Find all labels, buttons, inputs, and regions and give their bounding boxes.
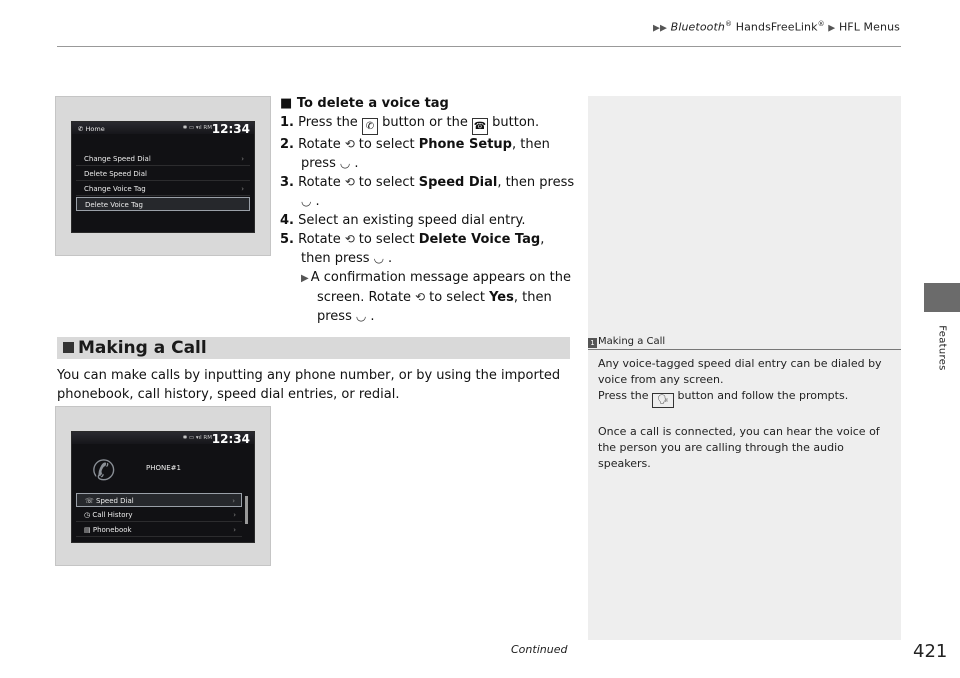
scrollbar[interactable] [245,496,248,524]
phonebook-icon: ▤ [84,526,91,534]
chevron-right-icon: › [233,511,236,519]
interface-dial-rotate-icon: ⟲ [344,137,355,151]
menu-item-delete-speed-dial[interactable]: Delete Speed Dial [76,167,250,181]
step-4: 4. Select an existing speed dial entry. [280,213,526,228]
interface-dial-press-icon: ◡ [373,251,385,265]
interface-dial-rotate-icon: ⟲ [415,290,426,304]
header-divider [57,46,901,47]
clock: 12:34 [211,432,250,446]
interface-dial-press-icon: ◡ [355,309,367,323]
breadcrumb-reg-mark: ® [724,20,733,28]
note-title: 1 Making a Call [588,336,665,348]
step-1: 1. Press the ✆ button or the ☎ button. [280,113,580,135]
chevron-right-icon: › [233,526,236,534]
making-a-call-paragraph: You can make calls by inputting any phone number, or by using the imported phonebook, call history, speed dial entries, or redial. [57,368,561,402]
chevron-right-icon: › [241,155,244,163]
note-divider [588,349,901,350]
status-icons: ✱ ▭ ▾ıl RM [182,435,212,441]
subsection-heading: ■ To delete a voice tag [280,96,449,111]
menu-item-call-history[interactable]: ◷ Call History › [76,508,242,522]
continued-label: Continued [511,643,568,656]
section-heading-making-a-call: Making a Call [57,337,570,359]
breadcrumb [653,20,900,34]
note-marker-icon: 1 [588,338,597,348]
menu-item-change-speed-dial[interactable]: Change Speed Dial › [76,152,250,166]
speed-dial-icon: ☏ [85,497,94,505]
phone-handset-icon: ✆ [92,454,116,487]
note-p1: Any voice-tagged speed dial entry can be dialed by voice from any screen. [598,357,882,386]
breadcrumb-hfl: HandsFreeLink [735,20,818,34]
menu-item-speed-dial[interactable]: ☏ Speed Dial › [76,493,242,507]
talk-button-icon: 🗣 [652,393,674,408]
breadcrumb-reg-mark: ® [817,20,825,28]
delete-voice-tag-steps [280,94,580,326]
step-5-result: ▶ A confirmation message appears on the [301,270,571,285]
screenshot-frame-phone-menu [55,406,271,566]
breadcrumb-arrow-icon: ▶▶ [653,23,668,34]
chapter-tab [924,283,960,312]
status-icons: ✱ ▭ ▾ıl RM [182,125,212,131]
phone-button-icon: ✆ [362,118,378,135]
result-arrow-icon: ▶ [301,273,309,284]
breadcrumb-bluetooth: Bluetooth [670,20,725,34]
note-p2: Once a call is connected, you can hear the voice of the person you are calling through the audio speakers. [598,425,880,470]
display-screen [71,431,255,543]
screenshot-frame-delete-voice-tag [55,96,271,256]
interface-dial-press-icon: ◡ [301,194,312,208]
menu-item-phonebook[interactable]: ▤ Phonebook › [76,523,242,537]
section-marker-icon [63,342,74,353]
interface-dial-rotate-icon: ⟲ [344,232,355,246]
clock-icon: ◷ [84,511,91,519]
step-5-result-cont2: press ◡ . [317,309,375,324]
step-3-cont: ◡ . [301,194,320,209]
phone-name: PHONE#1 [146,464,181,472]
phone-icon: ✆ [78,125,84,133]
page-number: 421 [913,641,948,662]
step-5-result-cont: screen. Rotate ⟲ to select Yes, then [317,290,552,305]
hang-up-button-icon: ☎ [472,118,488,135]
home-label: ✆ Home [78,125,105,133]
step-2: 2. Rotate ⟲ to select Phone Setup, then [280,137,550,152]
breadcrumb-arrow-icon: ▶ [828,23,836,34]
note-body [598,356,888,488]
breadcrumb-hfl-menus: HFL Menus [838,20,900,34]
step-2-cont: press ◡ . [301,156,359,171]
clock: 12:34 [211,122,250,136]
menu-item-change-voice-tag[interactable]: Change Voice Tag › [76,182,250,196]
menu-item-delete-voice-tag[interactable]: Delete Voice Tag [76,197,250,211]
note-p1b: Press the 🗣 button and follow the prompts. [598,388,888,408]
chevron-right-icon: › [241,185,244,193]
interface-dial-press-icon: ◡ [339,156,351,170]
step-3: 3. Rotate ⟲ to select Speed Dial, then press [280,175,575,190]
step-5-cont: then press ◡ . [301,251,393,266]
display-screen [71,121,255,233]
step-5: 5. Rotate ⟲ to select Delete Voice Tag, [280,232,545,247]
chapter-tab-label: Features [936,325,948,371]
chevron-right-icon: › [232,497,235,505]
interface-dial-rotate-icon: ⟲ [344,175,355,189]
